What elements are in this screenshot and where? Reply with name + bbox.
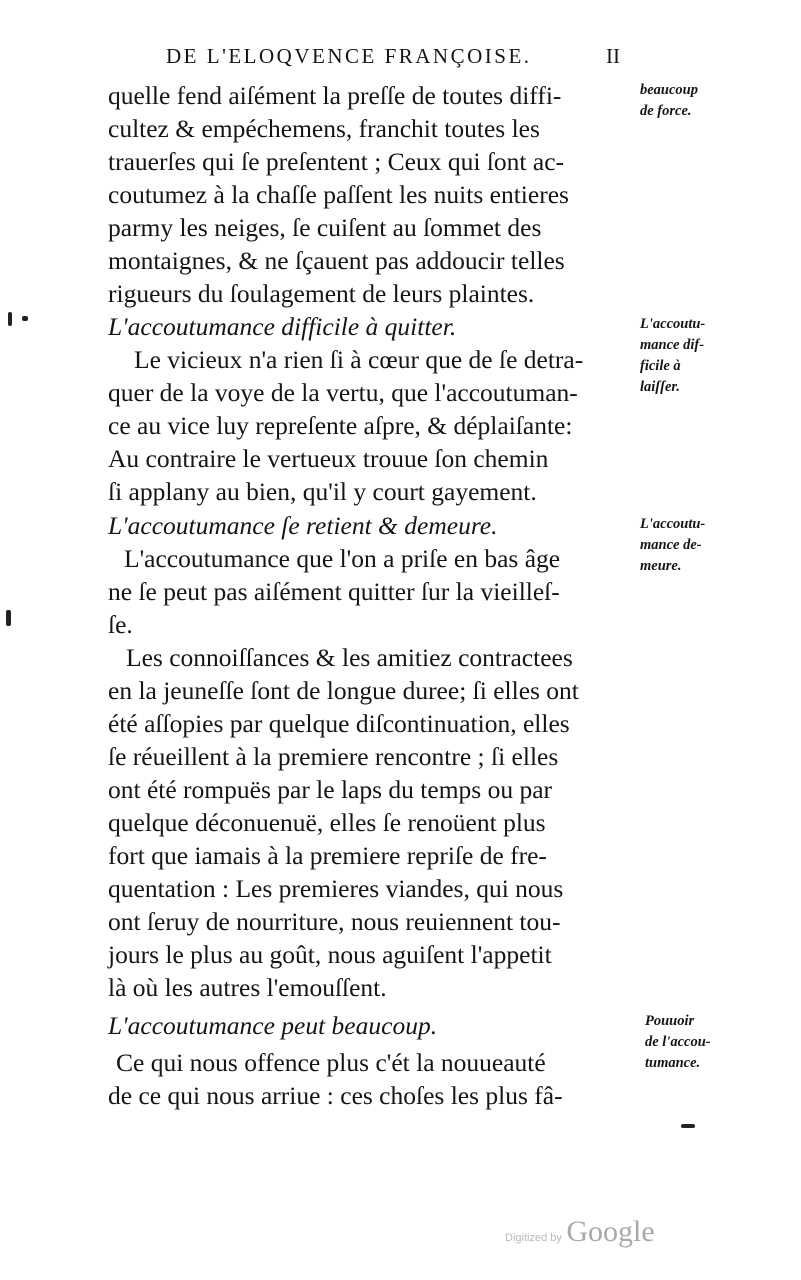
scan-speck [681,1124,695,1128]
text-line: quentation : Les premieres viandes, qui nous [108,874,564,903]
margin-note [645,1011,740,1074]
margin-note-line: L'accoutu- [640,516,706,532]
page-number: II [606,44,620,68]
text-line: de ce qui nous arriue : ces choſes les plus fâ- [108,1081,563,1110]
text-line: quelle fend aiſément la preſſe de toutes diffi- [108,81,562,110]
text-line: ne ſe peut pas aiſément quitter ſur la vieilleſ- [108,577,560,606]
scan-speck [6,610,11,626]
text-line: parmy les neiges, ſe cuiſent au ſommet des [108,213,542,242]
margin-note-line: mance dif- [640,337,705,353]
google-logo: Google [566,1215,655,1248]
margin-note-line: meure. [640,558,682,574]
text-line: ont ſeruy de nourriture, nous reuiennent tou- [108,907,561,936]
text-line: fort que iamais à la premiere repriſe de fre- [108,841,547,870]
section-heading: L'accoutumance peut beaucoup. [108,1011,438,1040]
margin-note-line: de l'accou- [645,1034,711,1050]
margin-note-line: mance de- [640,537,702,553]
margin-note-line: tumance. [645,1055,701,1071]
scan-speck [8,312,12,326]
text-line: montaignes, & ne ſçauent pas addoucir telles [108,246,565,275]
text-line: Le vicieux n'a rien ſi à cœur que de ſe detra- [134,345,584,374]
margin-note-line: ficile à [640,358,681,374]
text-line: ſi applany au bien, qu'il y court gayement. [108,477,537,506]
text-line: ce au vice luy repreſente aſpre, & déplaiſante: [108,411,573,440]
section-heading: L'accoutumance ſe retient & demeure. [108,511,498,540]
text-line: jours le plus au goût, nous aguiſent l'appetit [108,940,552,969]
text-line: quer de la voye de la vertu, que l'accoutuman- [108,378,578,407]
watermark-prefix: Digitized by [505,1232,562,1244]
text-line: en la jeuneſſe ſont de longue duree; ſi elles ont [108,676,579,705]
text-line: Les connoiſſances & les amitiez contractees [126,643,573,672]
text-line: coutumez à la chaſſe paſſent les nuits entieres [108,180,569,209]
text-line: Au contraire le vertueux trouue ſon chemin [108,444,549,473]
text-line: L'accoutumance que l'on a priſe en bas âge [124,544,561,573]
section-heading: L'accoutumance difficile à quitter. [108,312,457,341]
text-line: ſe. [108,610,133,639]
running-head-title: DE L'ELOQVENCE FRANÇOISE. [166,44,532,68]
text-line: quelque déconuenuë, elles ſe renoüent plus [108,808,546,837]
margin-note-line: beaucoup [640,82,698,98]
margin-note-line: Pouuoir [645,1013,695,1029]
margin-note [640,80,735,122]
margin-note [640,514,735,577]
margin-note-line: de force. [640,103,692,119]
text-line: rigueurs du ſoulagement de leurs plaintes. [108,279,535,308]
text-line: ont été rompuës par le laps du temps ou par [108,775,553,804]
running-head [166,44,646,69]
text-line: cultez & empéchemens, franchit toutes les [108,114,540,143]
margin-note [640,314,735,398]
text-line: trauerſes qui ſe preſentent ; Ceux qui ſont ac- [108,147,565,176]
text-line: Ce qui nous offence plus c'ét la nouueauté [116,1048,546,1077]
text-line: ſe réueillent à la premiere rencontre ; ſi elles [108,742,559,771]
margin-note-line: laiſſer. [640,379,680,395]
text-line: été aſſopies par quelque diſcontinuation, elles [108,709,570,738]
text-line: là où les autres l'emouſſent. [108,973,387,1002]
margin-note-line: L'accoutu- [640,316,706,332]
scan-speck [22,316,28,321]
digitized-watermark [505,1215,655,1249]
